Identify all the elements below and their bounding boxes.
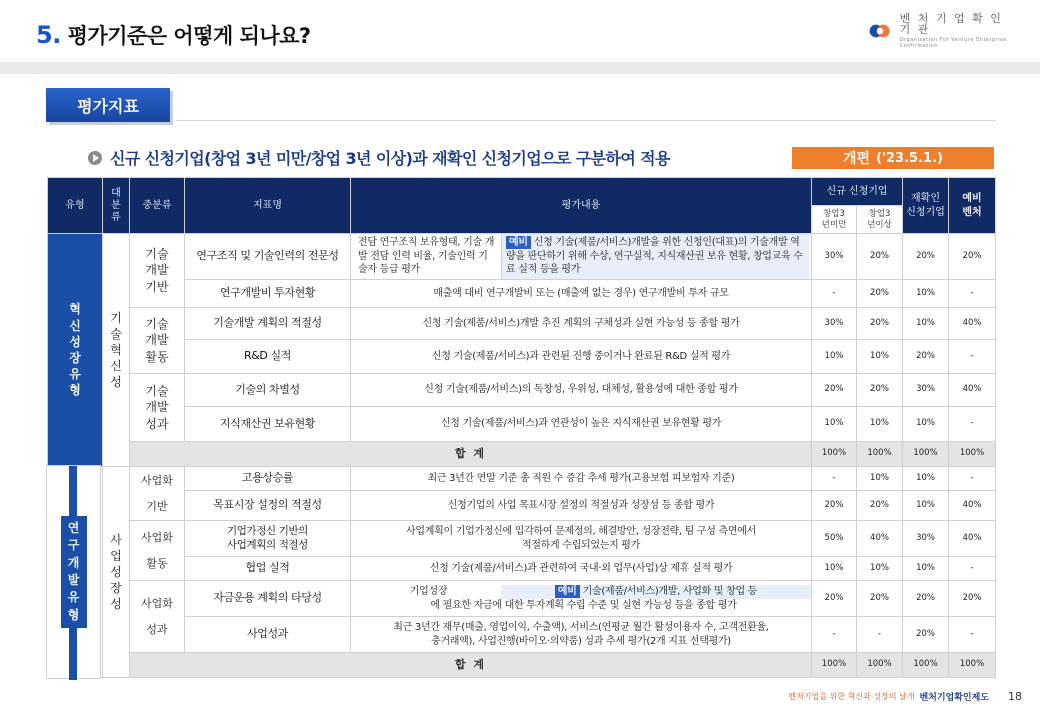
evaluation-table — [46, 177, 996, 678]
content-right — [502, 234, 809, 279]
content-cell: 신청 기술(제품/서비스)과 연관성이 높은 지식재산권 보유현황 평가 — [351, 407, 812, 442]
total-label: 합 계 — [130, 442, 812, 467]
revision-date: ('23.5.1.) — [876, 150, 943, 166]
pct-new-ge3: 20% — [857, 308, 903, 340]
header-prelim: 예비 벤처 — [949, 178, 996, 234]
pct-new-lt3: - — [812, 617, 857, 653]
pct-new-ge3: 100% — [857, 653, 903, 678]
pct-new-lt3: 100% — [812, 442, 857, 467]
play-arrow-icon — [88, 151, 102, 165]
pct-reconfirm: 20% — [903, 617, 949, 653]
pct-prelim: - — [949, 467, 996, 491]
page-number: 18 — [1008, 690, 1022, 703]
pct-reconfirm: 30% — [903, 521, 949, 557]
indicator: 기술의 차별성 — [185, 374, 351, 407]
page-title — [36, 20, 311, 50]
mid-biz-result: 사업화 성과 — [130, 581, 185, 653]
pct-reconfirm: 10% — [903, 491, 949, 521]
content-cell: 신청기업의 사업 목표시장 설정의 적절성과 성장성 등 종합 평가 — [351, 491, 812, 521]
pct-new-ge3: - — [857, 617, 903, 653]
mid-tech-result: 기술 개발 성과 — [130, 374, 185, 442]
table-row — [48, 234, 996, 280]
indicator: 지식재산권 보유현황 — [185, 407, 351, 442]
logo-icon — [868, 20, 894, 42]
pct-new-ge3: 20% — [857, 491, 903, 521]
pct-reconfirm: 100% — [903, 442, 949, 467]
prelim-tag: 예비 — [555, 585, 580, 598]
prelim-tag: 예비 — [506, 236, 531, 249]
subtitle-row — [88, 146, 670, 169]
pct-prelim: 40% — [949, 521, 996, 557]
table-row — [48, 617, 996, 653]
pct-new-lt3: 10% — [812, 407, 857, 442]
pct-new-ge3: 20% — [857, 581, 903, 617]
table-row — [48, 491, 996, 521]
pct-prelim: - — [949, 407, 996, 442]
pct-reconfirm: 10% — [903, 407, 949, 442]
content-cell: 최근 3년간 연말 기준 총 직원 수 증감 추세 평가(고용보험 피보험자 기준) — [351, 467, 812, 491]
content-cell: 사업계획이 기업가정신에 입각하여 문제정의, 해결방안, 성장전략, 팀 구성 측면에서 적절하게 수립되었는지 평가 — [351, 521, 812, 557]
content-right-text: 기술(제품/서비스)개발, 사업화 및 창업 등 — [582, 586, 758, 597]
pct-new-lt3: 20% — [812, 491, 857, 521]
pct-reconfirm: 30% — [903, 374, 949, 407]
pct-prelim: - — [949, 280, 996, 308]
mid-tech-base: 기술 개발 기반 — [130, 234, 185, 308]
table-row — [48, 521, 996, 557]
content-cell: 신청 기술(제품/서비스)과 관련하여 국내·외 업무(사업)상 제휴 실적 평가 — [351, 557, 812, 581]
content-rest: 에 필요한 자금에 대한 투자계획 수립 수준 및 실현 가능성 등을 종합 평가 — [430, 599, 737, 611]
pct-new-lt3: - — [812, 467, 857, 491]
indicator: 연구개발비 투자현황 — [185, 280, 351, 308]
pct-reconfirm: 10% — [903, 308, 949, 340]
table-row — [48, 340, 996, 374]
content-cell: 최근 3년간 재무(매출, 영업이익, 수출액), 서비스(연평균 월간 활성이용자 수, 고객전환율, 충거래액), 사업진행(바이오·의약품) 성과 추세 평가(2개 지표 선택평가) — [351, 617, 812, 653]
pct-prelim: - — [949, 557, 996, 581]
mid-biz-act: 사업화 활동 — [130, 521, 185, 581]
total-label: 합 계 — [130, 653, 812, 678]
header-new-ge3: 창업3 년이상 — [857, 206, 903, 234]
table-row — [48, 557, 996, 581]
pct-reconfirm: 100% — [903, 653, 949, 678]
pct-new-ge3: 10% — [857, 340, 903, 374]
pct-prelim: - — [949, 340, 996, 374]
header-new: 신규 신청기업 — [812, 178, 903, 206]
type-rnd — [46, 465, 101, 679]
indicator: 연구조직 및 기술인력의 전문성 — [185, 234, 351, 280]
header-content: 평가내용 — [351, 178, 812, 234]
pct-new-ge3: 10% — [857, 557, 903, 581]
pct-reconfirm: 10% — [903, 467, 949, 491]
table-row — [48, 280, 996, 308]
pct-prelim: 100% — [949, 442, 996, 467]
header-mid: 중분류 — [130, 178, 185, 234]
total-row — [48, 442, 996, 467]
type-innovation: 혁 신 성 장 유 형 — [48, 234, 103, 467]
pct-new-ge3: 10% — [857, 407, 903, 442]
pct-prelim: - — [949, 617, 996, 653]
indicator: 목표시장 설정의 적절성 — [185, 491, 351, 521]
pct-prelim: 40% — [949, 491, 996, 521]
pct-reconfirm: 20% — [903, 234, 949, 280]
indicator: 협업 실적 — [185, 557, 351, 581]
pct-new-ge3: 20% — [857, 234, 903, 280]
pct-new-lt3: 10% — [812, 557, 857, 581]
content-cell: 신청 기술(제품/서비스)과 관련된 진행 중이거나 완료된 R&D 실적 평가 — [351, 340, 812, 374]
pct-new-lt3: 10% — [812, 340, 857, 374]
header-indicator: 지표명 — [185, 178, 351, 234]
revision-badge — [792, 147, 994, 169]
indicator: R&D 실적 — [185, 340, 351, 374]
logo-text: 벤 처 기 업 확 인 기 관 — [899, 12, 1003, 36]
pct-prelim: 40% — [949, 308, 996, 340]
pct-prelim: 40% — [949, 374, 996, 407]
pct-new-ge3: 20% — [857, 280, 903, 308]
indicator: 사업성과 — [185, 617, 351, 653]
badge-divider — [176, 120, 996, 121]
pct-new-ge3: 100% — [857, 442, 903, 467]
header-type: 유형 — [48, 178, 103, 234]
revision-label: 개편 — [843, 151, 871, 167]
content-cell: 신청 기술(제품/서비스)개발 추진 계획의 구체성과 실현 가능성 등 종합 평가 — [351, 308, 812, 340]
section-number: 5. — [36, 21, 61, 49]
indicator: 고용상승률 — [185, 467, 351, 491]
content-cell: 신청 기술(제품/서비스)의 독창성, 우위성, 대체성, 활용성에 대한 종합 평가 — [351, 374, 812, 407]
content-cell — [351, 581, 812, 617]
indicator: 자금운용 계획의 타당성 — [185, 581, 351, 617]
pct-new-lt3: 100% — [812, 653, 857, 678]
table-row — [48, 308, 996, 340]
mid-biz-base: 사업화 기반 — [130, 467, 185, 521]
footer-tagline: 벤처기업을 위한 혁신과 성장의 날개 — [788, 692, 915, 701]
table-row — [48, 407, 996, 442]
pct-new-lt3: 30% — [812, 308, 857, 340]
pct-reconfirm: 10% — [903, 280, 949, 308]
pct-reconfirm: 10% — [903, 557, 949, 581]
header-reconfirm: 재확인 신청기업 — [903, 178, 949, 234]
pct-new-lt3: 20% — [812, 374, 857, 407]
header-new-lt3: 창업3 년미만 — [812, 206, 857, 234]
pct-prelim: 100% — [949, 653, 996, 678]
pct-new-lt3: 30% — [812, 234, 857, 280]
pct-new-ge3: 10% — [857, 467, 903, 491]
section-badge: 평가지표 — [46, 88, 170, 122]
type-rnd-label: 연 구 개 발 유 형 — [61, 516, 87, 628]
table-row — [48, 467, 996, 491]
content-cell — [351, 234, 812, 280]
subtitle-text: 신규 신청기업(창업 3년 미만/창업 3년 이상)과 재확인 신청기업으로 구분하여 적용 — [110, 149, 670, 168]
pct-prelim: 20% — [949, 581, 996, 617]
pct-new-lt3: 20% — [812, 581, 857, 617]
content-right-text: 신청 기술(제품/서비스)개발을 위한 신청인(대표)의 기술개발 역량을 판단하기 위해 수상, 연구실적, 지식재산권 보유 현황, 창업교육 수료 실적 등을 평가 — [506, 237, 803, 276]
logo-subtext: Organization For Venture Enterprise Confirmation — [899, 37, 1007, 49]
content-left: 기업성장 — [409, 586, 448, 597]
major-biz: 사 업 성 장 성 — [103, 467, 130, 678]
mid-tech-act: 기술 개발 활동 — [130, 308, 185, 374]
major-tech: 기 술 혁 신 성 — [103, 234, 130, 467]
table-row — [48, 374, 996, 407]
pct-reconfirm: 20% — [903, 340, 949, 374]
content-cell: 매출액 대비 연구개발비 또는 (매출액 없는 경우) 연구개발비 투자 규모 — [351, 280, 812, 308]
pct-new-lt3: - — [812, 280, 857, 308]
header-row — [48, 178, 996, 206]
indicator: 기술개발 계획의 적절성 — [185, 308, 351, 340]
header-major: 대 분 류 — [103, 178, 130, 234]
logo — [868, 12, 1018, 49]
section-title: 평가기준은 어떻게 되나요? — [67, 24, 311, 48]
table-row — [48, 581, 996, 617]
indicator: 기업가정신 기반의 사업계획의 적절성 — [185, 521, 351, 557]
footer-brand: 벤처기업확인제도 — [919, 693, 989, 703]
pct-reconfirm: 20% — [903, 581, 949, 617]
content-left: 전담 연구조직 보유형태, 기술 개발 전담 인력 비율, 기술인력 기술자 등급 평가 — [353, 234, 502, 279]
pct-new-ge3: 40% — [857, 521, 903, 557]
content-right — [501, 585, 811, 599]
header-divider — [0, 62, 1040, 74]
pct-prelim: 20% — [949, 234, 996, 280]
total-row — [48, 653, 996, 678]
footer — [788, 690, 1022, 703]
pct-new-lt3: 50% — [812, 521, 857, 557]
pct-new-ge3: 20% — [857, 374, 903, 407]
